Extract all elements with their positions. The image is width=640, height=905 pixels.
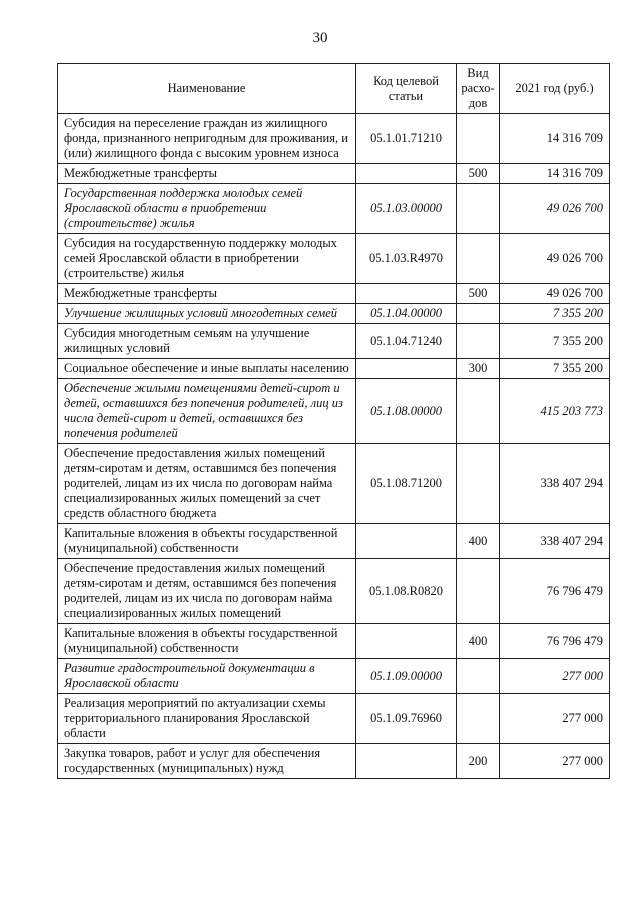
row-name: Субсидия на государственную поддержку молодых семей Ярославской области в приобретении (строительстве) жилья [58, 234, 356, 284]
row-kind [457, 559, 500, 624]
row-name: Межбюджетные трансферты [58, 164, 356, 184]
row-amount: 76 796 479 [500, 624, 610, 659]
header-amount: 2021 год (руб.) [500, 64, 610, 114]
row-amount: 338 407 294 [500, 524, 610, 559]
row-amount: 277 000 [500, 694, 610, 744]
row-amount: 76 796 479 [500, 559, 610, 624]
header-code: Код целевой статьи [356, 64, 457, 114]
row-kind [457, 184, 500, 234]
row-name: Развитие градостроительной документации в Ярославской области [58, 659, 356, 694]
table-row [58, 624, 610, 659]
table-row [58, 379, 610, 444]
row-amount: 14 316 709 [500, 164, 610, 184]
table-row [58, 234, 610, 284]
row-name: Закупка товаров, работ и услуг для обеспечения государственных (муниципальных) нужд [58, 744, 356, 779]
row-code [356, 284, 457, 304]
row-name: Реализация мероприятий по актуализации схемы территориального планирования Ярославской области [58, 694, 356, 744]
row-code: 05.1.03.00000 [356, 184, 457, 234]
row-code: 05.1.09.00000 [356, 659, 457, 694]
row-amount: 49 026 700 [500, 284, 610, 304]
row-amount: 415 203 773 [500, 379, 610, 444]
row-code: 05.1.04.71240 [356, 324, 457, 359]
row-amount: 49 026 700 [500, 184, 610, 234]
page-number: 30 [312, 30, 328, 46]
row-name: Капитальные вложения в объекты государственной (муниципальной) собственности [58, 624, 356, 659]
row-amount: 14 316 709 [500, 114, 610, 164]
row-kind [457, 444, 500, 524]
row-kind [457, 379, 500, 444]
table-row [58, 114, 610, 164]
row-amount: 277 000 [500, 659, 610, 694]
row-code: 05.1.01.71210 [356, 114, 457, 164]
table-row [58, 444, 610, 524]
row-amount: 7 355 200 [500, 324, 610, 359]
row-code: 05.1.08.R0820 [356, 559, 457, 624]
table-row [58, 324, 610, 359]
row-name: Обеспечение предоставления жилых помещений детям-сиротам и детям, оставшимся без попечения родителей, лицам из их числа по договорам найма специализированных жилых помещений [58, 559, 356, 624]
row-kind [457, 234, 500, 284]
table-row [58, 304, 610, 324]
row-code [356, 164, 457, 184]
row-amount: 277 000 [500, 744, 610, 779]
row-name: Капитальные вложения в объекты государственной (муниципальной) собственности [58, 524, 356, 559]
row-code [356, 624, 457, 659]
table-row [58, 359, 610, 379]
row-name: Социальное обеспечение и иные выплаты населению [58, 359, 356, 379]
row-kind [457, 114, 500, 164]
row-code: 05.1.04.00000 [356, 304, 457, 324]
row-name: Государственная поддержка молодых семей Ярославской области в приобретении (строительстве) жилья [58, 184, 356, 234]
table-row [58, 284, 610, 304]
row-amount: 49 026 700 [500, 234, 610, 284]
row-code: 05.1.08.00000 [356, 379, 457, 444]
row-name: Межбюджетные трансферты [58, 284, 356, 304]
row-kind: 400 [457, 624, 500, 659]
header-kind: Вид расхо-дов [457, 64, 500, 114]
row-kind: 500 [457, 284, 500, 304]
table-header-row [58, 64, 610, 114]
row-kind [457, 694, 500, 744]
row-code: 05.1.09.76960 [356, 694, 457, 744]
row-kind: 400 [457, 524, 500, 559]
row-kind [457, 304, 500, 324]
row-code [356, 359, 457, 379]
table-row [58, 164, 610, 184]
row-name: Субсидия на переселение граждан из жилищного фонда, признанного непригодным для проживания, и (или) жилищного фонда с высоким уровнем износа [58, 114, 356, 164]
row-name: Обеспечение жилыми помещениями детей-сирот и детей, оставшихся без попечения родителей, лиц из числа детей-сирот и детей, оставшихся без попечения родителей [58, 379, 356, 444]
row-kind: 200 [457, 744, 500, 779]
row-code: 05.1.03.R4970 [356, 234, 457, 284]
row-kind: 300 [457, 359, 500, 379]
row-name: Обеспечение предоставления жилых помещений детям-сиротам и детям, оставшимся без попечения родителей, лицам из их числа по договорам найма специализированных жилых помещений за счет средств областного бюджета [58, 444, 356, 524]
table-row [58, 744, 610, 779]
row-amount: 338 407 294 [500, 444, 610, 524]
table-row [58, 659, 610, 694]
row-kind [457, 324, 500, 359]
row-kind: 500 [457, 164, 500, 184]
table-row [58, 694, 610, 744]
row-amount: 7 355 200 [500, 304, 610, 324]
budget-table [57, 63, 610, 779]
row-kind [457, 659, 500, 694]
row-code [356, 744, 457, 779]
table-row [58, 559, 610, 624]
table-row [58, 524, 610, 559]
header-name: Наименование [58, 64, 356, 114]
row-amount: 7 355 200 [500, 359, 610, 379]
row-name: Улучшение жилищных условий многодетных семей [58, 304, 356, 324]
row-code [356, 524, 457, 559]
row-name: Субсидия многодетным семьям на улучшение жилищных условий [58, 324, 356, 359]
table-row [58, 184, 610, 234]
row-code: 05.1.08.71200 [356, 444, 457, 524]
